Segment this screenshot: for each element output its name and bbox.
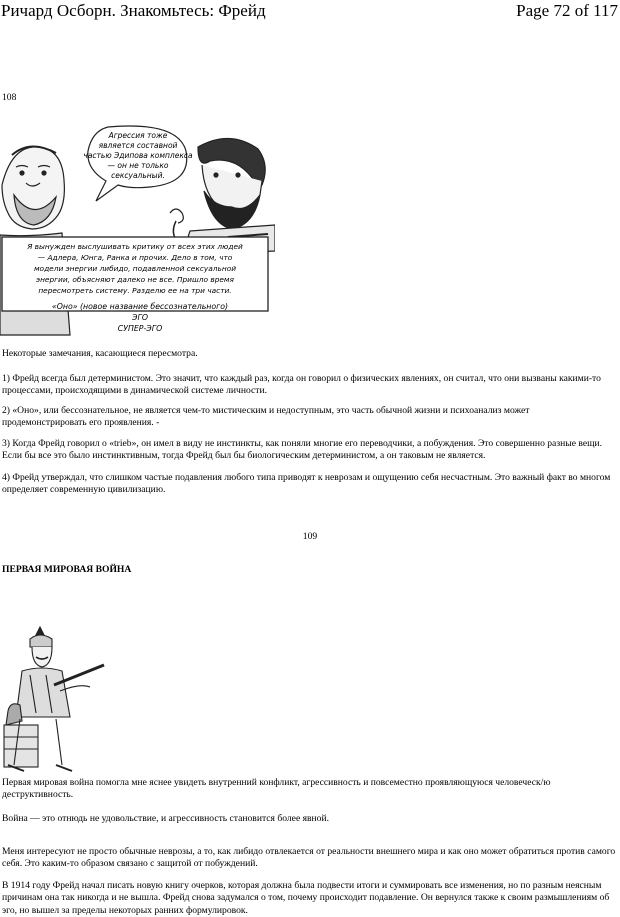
soldier-illustration — [0, 625, 108, 775]
caption-line-4: энергии, объясняют далеко не все. Пришло время — [36, 275, 234, 284]
bubble-line-4: — он не только — [107, 161, 169, 170]
paragraph-2: 2) «Оно», или бессознательное, не является чем-то мистическим и недоступным, это часть обычной жизни и психоанализ может продемонстрировать его проявления. - — [2, 405, 530, 429]
soldier-drawing — [0, 625, 108, 775]
bubble-line-5: сексуальный. — [111, 171, 165, 180]
paragraph-7: Меня интересуют не просто обычные неврозы, а то, как либидо отвлекается от реальности внешнего мира и как оно может обратиться против самого себя. Это каким-то образом связано с защитой от побуждений. — [2, 846, 616, 870]
caption-line-3: модели энергии либидо, подавленной сексуальной — [33, 264, 237, 273]
caption-line-1: Я вынужден выслушивать критику от всех этих людей — [27, 242, 243, 251]
paragraph-intro: Некоторые замечания, касающиеся пересмотра. — [2, 348, 198, 359]
label-ego: ЭГО — [132, 313, 148, 322]
paragraph-4: 4) Фрейд утверждал, что слишком частые подавления любого типа приводят к неврозам и ощущению себя несчастным. Это важный факт во многом определяет современную цивилизацию. — [2, 472, 611, 496]
bubble-line-2: является составной — [98, 141, 178, 150]
comic-drawing — [0, 125, 275, 337]
section-heading: ПЕРВАЯ МИРОВАЯ ВОЙНА — [2, 564, 132, 575]
speech-bubble — [83, 126, 193, 201]
paragraph-8: В 1914 году Фрейд начал писать новую книгу очерков, которая должна была подвести итоги и суммировать все изменения, но по разным неясным причинам она так никогда и не вышла. Фрейд снова задумался о том, почему происходит подавление. Он вернулся также к своим размышлениям об эго, но вышел за пределы некоторых ранних формулировок. — [2, 880, 610, 916]
page-marker-109: 109 — [302, 531, 318, 542]
page-number: Page 72 of 117 — [516, 1, 618, 20]
paragraph-5: Первая мировая война помогла мне яснее увидеть внутренний конфликт, агрессивность и повсеместно проявляющуюся человеческ/ю деструктивность. — [2, 777, 551, 801]
caption-line-2: — Адлера, Юнга, Ранка и прочих. Дело в том, что — [37, 253, 233, 262]
page-header — [0, 0, 620, 24]
bubble-line-1: Агрессия тоже — [108, 131, 168, 140]
paragraph-6: Война — это отнюдь не удовольствие, и агрессивность становится более явной. — [2, 813, 330, 824]
label-id: «Оно» (новое название бессознательного) — [51, 302, 229, 311]
caption-line-5: пересмотреть систему. Разделю ее на три части. — [38, 286, 232, 295]
bubble-line-3: частью Эдипова комплекса — [83, 151, 193, 160]
label-superego: СУПЕР-ЭГО — [117, 324, 163, 333]
page-marker-108: 108 — [2, 92, 17, 103]
paragraph-1: 1) Фрейд всегда был детерминистом. Это значит, что каждый раз, когда он говорил о физических явлениях, он считал, что они вызваны какими-то процессами, происходящими в динамической системе личности. — [2, 373, 601, 397]
freud-oedipus-illustration — [0, 125, 275, 337]
paragraph-3: 3) Когда Фрейд говорил о «trieb», он имел в виду не инстинкты, как поняли многие его переводчики, а побуждения. Это совершенно разные вещи. Если бы все это было инстинктивным, тогда Фрейд был бы биологическим детерминистом, а он таковым не является. — [2, 438, 602, 462]
document-title: Ричард Осборн. Знакомьтесь: Фрейд — [1, 1, 266, 20]
